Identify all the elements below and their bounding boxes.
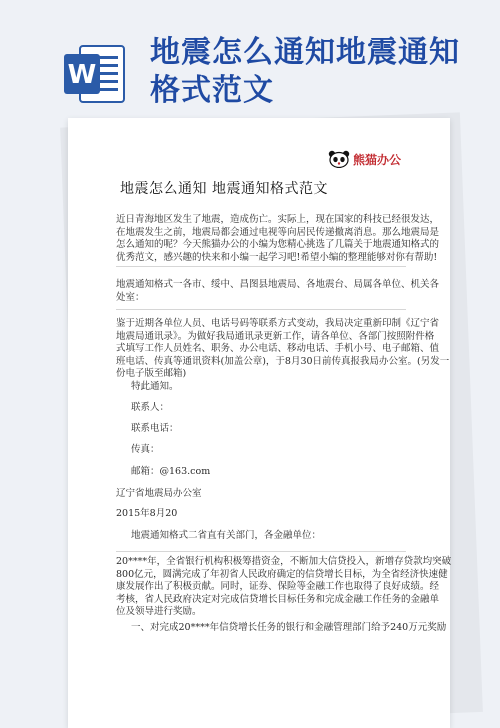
text-line: 怎么通知的呢？今天熊猫办公的小编为您精心挑选了几篇关于地震通知格式的	[116, 239, 440, 250]
notice-body	[116, 318, 449, 381]
divider	[116, 266, 406, 267]
document-title: 地震怎么通知 地震通知格式范文	[120, 181, 328, 197]
notice-end: 特此通知。	[131, 381, 179, 392]
text-line: 鉴于近期各单位人员、电话号码等联系方式变动，我局决定重新印制《辽宁省	[116, 318, 440, 329]
logo-text: 熊猫办公	[353, 152, 402, 167]
text-line: 20****年，全省银行机构积极筹措资金，不断加大信贷投入，新增存贷款均突破	[116, 556, 452, 567]
text-line: 份电子版至邮箱)	[116, 368, 187, 379]
text-line: 考核，省人民政府决定对完成信贷增长目标任务和完成金融工作任务的金融单	[116, 593, 440, 605]
divider	[116, 551, 406, 552]
issue-date: 2015年8月20	[116, 508, 178, 519]
format2-heading: 地震通知格式二省直有关部门，各金融单位：	[131, 530, 322, 541]
intro-paragraph	[116, 214, 439, 264]
panda-logo-icon	[328, 150, 350, 168]
finance-paragraph	[116, 556, 451, 619]
notice-recipients	[116, 279, 439, 304]
text-line: 处室：	[116, 291, 145, 303]
brand-logo	[328, 150, 401, 168]
contact-label: 联系人：	[131, 402, 170, 413]
text-line: 康发展作出了积极贡献。同时，证券、保险等金融工作也取得了良好成绩。经	[116, 581, 440, 592]
page-title: 地震怎么通知地震通知格式范文	[150, 35, 460, 108]
divider	[116, 309, 406, 310]
document-page	[68, 118, 450, 728]
text-line: 近日青海地区发生了地震，造成伤亡。实际上，现在国家的科技已经很发达，	[116, 214, 440, 225]
text-line: 地震局通讯录》。为做好我局通讯录更新工作，请各单位、各部门按照附件格	[116, 330, 435, 342]
fax-label: 传真：	[131, 444, 160, 455]
word-doc-icon	[62, 44, 126, 104]
email-line	[131, 466, 210, 479]
phone-label: 联系电话：	[131, 423, 179, 434]
text-line: 班电话、传真等通讯资料(加盖公章)，于8月30日前传真报我局办公室。(另发一	[116, 355, 450, 367]
text-line: 800亿元，圆满完成了年初省人民政府确定的信贷增长目标，为全省经济快速健	[116, 568, 448, 580]
text-line: 式填写工作人员姓名、职务、办公电话、移动电话、手机小号、电子邮箱、值	[116, 343, 440, 354]
email-value: @163.com	[159, 466, 211, 477]
text-line: 位及领导进行奖励。	[116, 606, 202, 617]
text-line: 地震通知格式一各市、绥中、昌图县地震局、各地震台、局属各单位、机关各	[116, 279, 440, 290]
svg-text:W: W	[67, 60, 97, 90]
header	[0, 0, 500, 112]
reward-item: 一、对完成20****年信贷增长任务的银行和金融管理部门给予240万元奖励	[131, 622, 447, 633]
text-line: 优秀范文，感兴趣的快来和小编一起学习吧!希望小编的整理能够对你有帮助!	[116, 251, 438, 263]
email-label: 邮箱：	[131, 466, 160, 477]
issuer: 辽宁省地震局办公室	[116, 488, 202, 499]
text-line: 在地震发生之前，地震局都会通过电视等向居民传递撤离消息。那么地震局是	[116, 226, 440, 238]
